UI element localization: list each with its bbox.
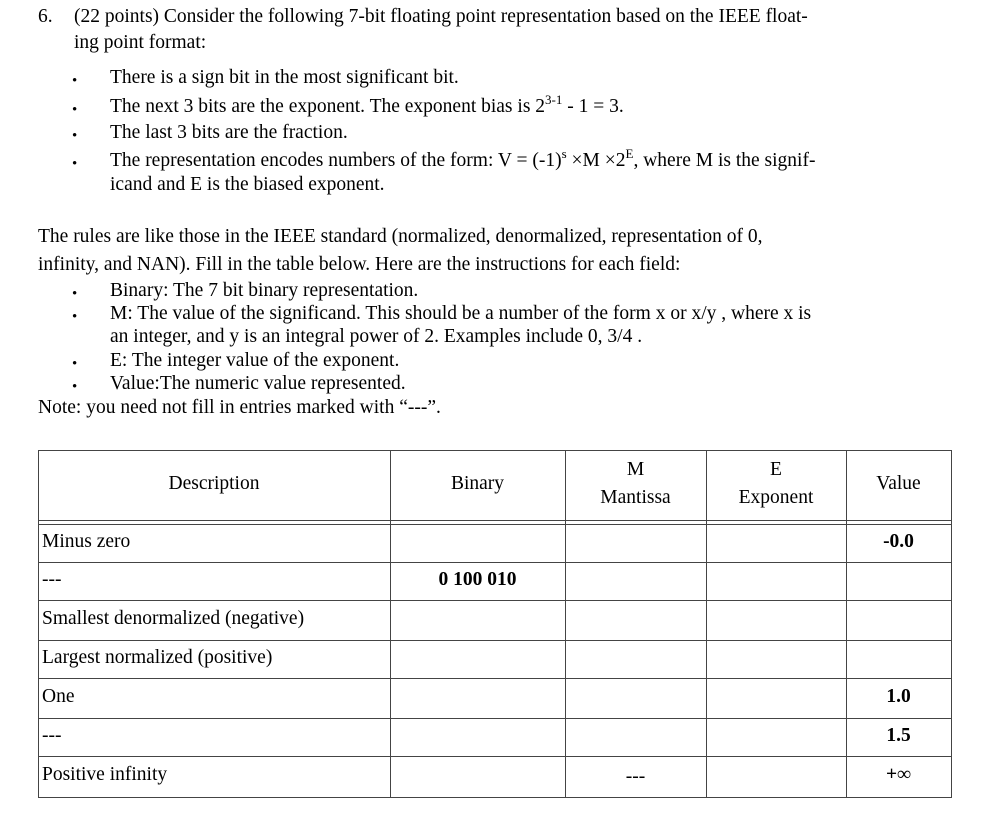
bullet-formula-line2: icand and E is the biased exponent. — [110, 174, 385, 195]
header-m: M — [626, 459, 645, 480]
bullet-sign-bit: There is a sign bit in the most significant bit. — [110, 67, 459, 88]
bias-superscript: 3-1 — [545, 92, 563, 107]
bullet-icon: • — [72, 356, 78, 372]
table-rule — [38, 520, 952, 521]
header-e: E — [770, 459, 782, 480]
table-rule — [38, 562, 952, 563]
bullet-icon: • — [72, 309, 78, 325]
bullet-icon: • — [72, 102, 78, 118]
formula-text-end: , where M is the signif- — [633, 150, 816, 171]
bullet-icon: • — [72, 379, 78, 395]
rule-binary: Binary: The 7 bit binary representation. — [110, 280, 419, 301]
row-description: Smallest denormalized (negative) — [42, 608, 305, 629]
formula-text: The representation encodes numbers of the form: V = (-1) — [110, 150, 562, 171]
bullet-icon: • — [72, 128, 78, 144]
row-description: One — [42, 686, 75, 707]
header-mantissa: Mantissa — [600, 487, 671, 508]
table-border — [38, 450, 952, 451]
table-border — [38, 450, 39, 798]
sign-superscript: s — [561, 146, 567, 161]
header-description: Description — [168, 473, 260, 494]
question-number: 6. — [38, 6, 53, 27]
rule-value: Value:The numeric value represented. — [110, 373, 406, 394]
table-rule — [38, 640, 952, 641]
table-border — [951, 450, 952, 798]
question-intro-line2: ing point format: — [74, 32, 207, 53]
row-description: --- — [42, 569, 62, 590]
bullet-fraction: The last 3 bits are the fraction. — [110, 122, 348, 143]
bullet-icon: • — [72, 156, 78, 172]
row-description: Positive infinity — [42, 764, 168, 785]
rule-m: M: The value of the significand. This should be a number of the form x or x/y , where x is — [110, 303, 812, 324]
row-description: Minus zero — [42, 531, 131, 552]
exponent-superscript: E — [625, 146, 634, 161]
bullet-formula — [110, 146, 816, 172]
rules-line1: The rules are like those in the IEEE standard (normalized, denormalized, representation of 0, — [38, 226, 763, 247]
row-description: Largest normalized (positive) — [42, 647, 273, 668]
column-divider — [390, 450, 391, 798]
bullet-exponent — [110, 92, 624, 118]
row-value: -0.0 — [883, 531, 914, 552]
header-exponent: Exponent — [738, 487, 814, 508]
note: Note: you need not fill in entries marked with “---”. — [38, 397, 441, 418]
rule-m-line2: an integer, and y is an integral power of 2. Examples include 0, 3/4 . — [110, 326, 643, 347]
table-border — [38, 797, 952, 798]
formula-text-mid: ×M ×2 — [566, 150, 626, 171]
bullet-exponent-text: The next 3 bits are the exponent. The exponent bias is 2 — [110, 96, 546, 117]
table-rule — [38, 678, 952, 679]
row-mantissa: --- — [625, 766, 646, 787]
table-rule — [38, 524, 952, 525]
table-rule — [38, 756, 952, 757]
fill-in-table — [38, 450, 952, 798]
rules-line2: infinity, and NAN). Fill in the table below. Here are the instructions for each field: — [38, 254, 681, 275]
bullet-exponent-text-end: - 1 = 3. — [562, 96, 624, 117]
rule-e: E: The integer value of the exponent. — [110, 350, 400, 371]
header-binary: Binary — [450, 473, 505, 494]
table-rule — [38, 600, 952, 601]
row-value: 1.0 — [886, 686, 911, 707]
table-rule — [38, 718, 952, 719]
question-intro-line1: (22 points) Consider the following 7-bit floating point representation based on the IEEE float- — [74, 6, 808, 27]
row-value: +∞ — [885, 764, 911, 785]
row-value: 1.5 — [886, 725, 911, 746]
header-value: Value — [876, 473, 921, 494]
bullet-icon: • — [72, 286, 78, 302]
row-description: --- — [42, 725, 62, 746]
bullet-icon: • — [72, 73, 78, 89]
row-binary: 0 100 010 — [438, 569, 517, 590]
